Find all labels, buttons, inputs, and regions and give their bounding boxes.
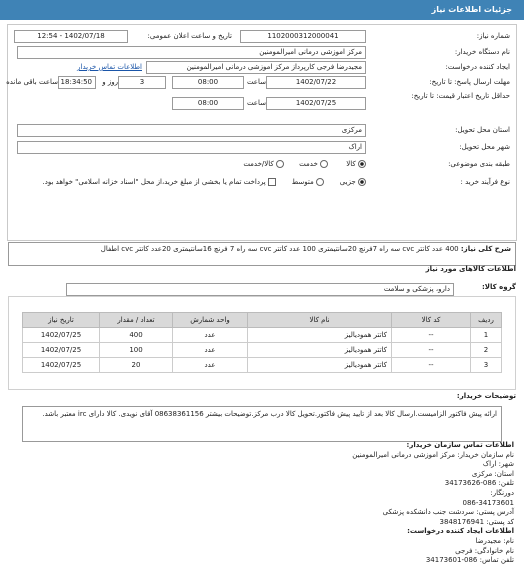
treasury-payment-text: پرداخت تمام یا بخشی از مبلغ خرید،از محل "اسناد خزانه اسلامی" خواهد بود. xyxy=(42,178,266,186)
radio-icon xyxy=(316,178,324,186)
category-option-goods-service[interactable] xyxy=(243,160,284,168)
contact-line: کد پستی: 3848176941 xyxy=(439,517,514,526)
col-header-code: کد کالا xyxy=(392,313,471,328)
contact-line: 086-34173601 xyxy=(462,498,514,507)
purchase-type-option-label: جزیی xyxy=(339,178,356,186)
cell-unit: عدد xyxy=(173,328,248,343)
deadline-time-label: ساعت xyxy=(246,78,266,86)
table-row xyxy=(23,328,502,343)
validity-time-label: ساعت xyxy=(246,99,266,107)
cell-need-date: 1402/07/25 xyxy=(23,343,100,358)
cell-code: -- xyxy=(392,343,471,358)
buyer-notes-box: ارائه پیش فاکتور الزامیست.ارسال کالا بعد از تایید پیش فاکتور.تحویل کالا درب مرکز.توضیحات بیشتر 08638361156 آقای نویدی. کالا دارای irc معتبر باشد. xyxy=(22,406,502,442)
buyer-org-field: مرکز اموزشی درمانی امیرالمومنین xyxy=(17,46,366,59)
contact-line: تلفن تماس: 086-34173601 xyxy=(425,556,514,565)
deadline-date-field: 1402/07/22 xyxy=(266,76,366,89)
cell-row-no: 2 xyxy=(471,343,502,358)
buyer-contact-link[interactable]: اطلاعات تماس خریدار xyxy=(77,63,142,71)
contact-line: دورنگار: xyxy=(490,488,514,497)
cell-row-no: 3 xyxy=(471,358,502,373)
deadline-remaining-field: 18:34:50 xyxy=(58,76,96,89)
cell-quantity: 100 xyxy=(100,343,173,358)
creator-label: ایجاد کننده درخواست: xyxy=(445,63,510,71)
table-row xyxy=(23,343,502,358)
page-title: جزئیات اطلاعات نیاز xyxy=(0,0,524,20)
creator-field: مجیدرضا فرجی کارپرداز مرکز اموزشی درمانی امیرالمومنین xyxy=(146,61,366,74)
cell-need-date: 1402/07/25 xyxy=(23,358,100,373)
contact-line: تلفن: 086-34173626 xyxy=(444,479,514,488)
buyer-org-label: نام دستگاه خریدار: xyxy=(454,48,510,56)
deadline-label: مهلت ارسال پاسخ: تا تاریخ: xyxy=(429,78,510,86)
radio-icon xyxy=(358,160,366,168)
announce-date-label: تاریخ و ساعت اعلان عمومی: xyxy=(147,32,232,40)
category-option-service[interactable] xyxy=(299,160,328,168)
province-field: مرکزی xyxy=(17,124,366,137)
table-header-row xyxy=(23,313,502,328)
contact-line: آدرس پستی: سردشت جنب دانشکده پزشکی xyxy=(382,508,514,517)
table-row xyxy=(23,358,502,373)
buyer-notes-label: توضیحات خریدار: xyxy=(456,392,516,400)
cell-name: کاتتر همودیالیز xyxy=(248,328,392,343)
validity-time-field: 08:00 xyxy=(172,97,244,110)
col-header-row-no: ردیف xyxy=(471,313,502,328)
cell-quantity: 400 xyxy=(100,328,173,343)
goods-group-field: دارو، پزشکی و سلامت xyxy=(66,283,454,296)
radio-icon xyxy=(358,178,366,186)
col-header-quantity: تعداد / مقدار xyxy=(100,313,173,328)
goods-table xyxy=(22,312,502,373)
purchase-type-label: نوع فرآیند خرید : xyxy=(460,178,510,186)
cell-quantity: 20 xyxy=(100,358,173,373)
category-option-label: خدمت xyxy=(299,160,318,168)
city-label: شهر محل تحویل: xyxy=(459,143,510,151)
contact-line: شهر: اراک xyxy=(482,460,514,469)
buyer-contact-info xyxy=(352,441,514,566)
cell-unit: عدد xyxy=(173,343,248,358)
need-details-panel xyxy=(7,24,517,241)
city-field: اراک xyxy=(17,141,366,154)
cell-row-no: 1 xyxy=(471,328,502,343)
contact-line: اطلاعات ایجاد کننده درخواست: xyxy=(407,527,514,536)
deadline-time-field: 08:00 xyxy=(172,76,244,89)
deadline-remaining-label: ساعت باقی مانده xyxy=(6,78,58,86)
radio-icon xyxy=(276,160,284,168)
purchase-type-medium[interactable] xyxy=(292,178,324,186)
purchase-type-minor[interactable] xyxy=(340,178,366,186)
contact-line: نام سازمان خریدار: مرکز اموزشی درمانی امیرالمومنین xyxy=(352,450,514,459)
goods-group-label: گروه کالا: xyxy=(481,283,516,291)
contact-title: اطلاعات تماس سازمان خریدار: xyxy=(406,441,514,449)
validity-date-field: 1402/07/25 xyxy=(266,97,366,110)
col-header-need-date: تاریخ نیاز xyxy=(23,313,100,328)
validity-label: حداقل تاریخ اعتبار قیمت: تا تاریخ: xyxy=(411,92,510,100)
category-label: طبقه بندی موضوعی: xyxy=(448,160,510,168)
need-number-field: 1102000312000041 xyxy=(240,30,366,43)
treasury-payment-checkbox[interactable] xyxy=(43,178,276,186)
need-description-value: 400 عدد کاتتر cvc سه راه 7فرنچ 20سانتیمتری 100 عدد کاتتر cvc سه راه 7 فرنچ 16سانتیمتری 20عدد کاتتر cvc اطفال xyxy=(100,245,459,253)
col-header-name: نام کالا xyxy=(248,313,392,328)
need-description-label: شرح کلی نیاز: xyxy=(460,245,511,253)
contact-line: نام خانوادگی: فرجی xyxy=(455,546,514,555)
contact-line: استان: مرکزی xyxy=(471,469,514,478)
cell-name: کاتتر همودیالیز xyxy=(248,343,392,358)
announce-date-field: 1402/07/18 - 12:54 xyxy=(14,30,128,43)
contact-line: نام: مجیدرضا xyxy=(475,536,514,545)
goods-section-title: اطلاعات کالاهای مورد نیاز xyxy=(425,265,516,273)
cell-code: -- xyxy=(392,358,471,373)
category-option-label: کالا xyxy=(346,160,356,168)
category-option-label: کالا/خدمت xyxy=(243,160,274,168)
checkbox-icon xyxy=(268,178,276,186)
deadline-days-field: 3 xyxy=(118,76,166,89)
cell-code: -- xyxy=(392,328,471,343)
province-label: استان محل تحویل: xyxy=(455,126,510,134)
cell-need-date: 1402/07/25 xyxy=(23,328,100,343)
purchase-type-option-label: متوسط xyxy=(291,178,314,186)
cell-name: کاتتر همودیالیز xyxy=(248,358,392,373)
cell-unit: عدد xyxy=(173,358,248,373)
radio-icon xyxy=(320,160,328,168)
col-header-unit: واحد شمارش xyxy=(173,313,248,328)
category-option-goods[interactable] xyxy=(346,160,366,168)
deadline-days-label: روز و xyxy=(102,78,118,86)
need-number-label: شماره نیاز: xyxy=(476,32,510,40)
need-description-box xyxy=(8,242,516,266)
